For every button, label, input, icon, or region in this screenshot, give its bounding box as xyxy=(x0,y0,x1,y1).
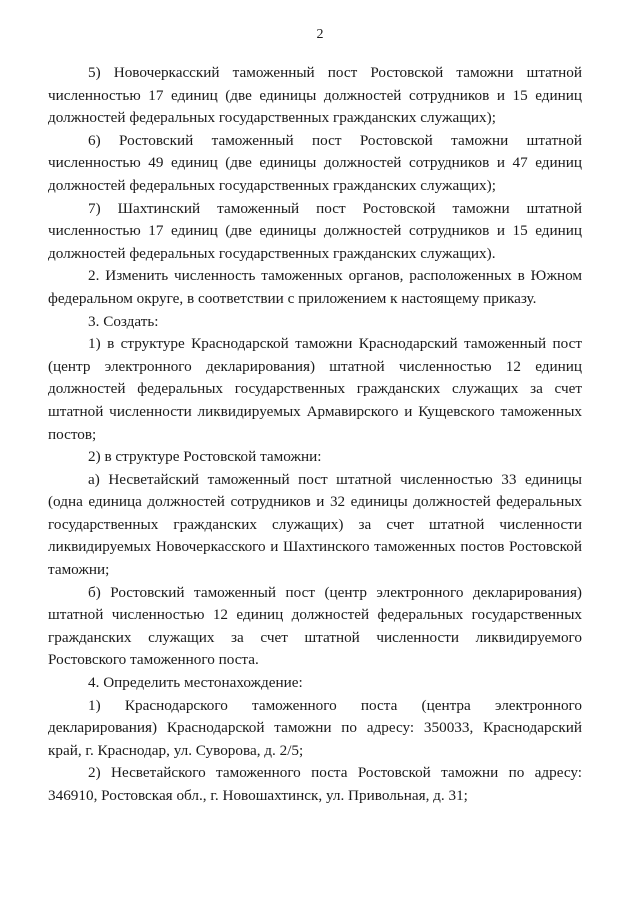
page-number: 2 xyxy=(316,27,324,42)
paragraph-section-4-item-2: 2) Несветайского таможенного поста Ростовской таможни по адресу: 346910, Ростовская обл., г. Новошахтинск, ул. Привольная, д. 31; xyxy=(48,764,582,804)
paragraph-item-7: 7) Шахтинский таможенный пост Ростовской таможни штатной численностью 17 единиц (две единицы должностей сотрудников и 15 единиц должностей федеральных государственных гражданских служащих). xyxy=(48,199,582,262)
document-body xyxy=(48,62,582,808)
paragraph-item-6: 6) Ростовский таможенный пост Ростовской таможни штатной численностью 49 единиц (две единицы должностей сотрудников и 47 единиц должностей федеральных государственных гражданских служащих); xyxy=(48,131,582,194)
paragraph-section-3-item-2: 2) в структуре Ростовской таможни: xyxy=(88,448,322,466)
paragraph-section-3-item-1: 1) в структуре Краснодарской таможни Краснодарский таможенный пост (центр электронного декларирования) штатной численностью 12 единиц должностей федеральных государственных гражданских служащих за счет штатной численности ликвидируемых Армавирского и Кущевского таможенных постов; xyxy=(48,335,582,443)
paragraph-item-5: 5) Новочеркасский таможенный пост Ростовской таможни штатной численностью 17 единиц (две единицы должностей сотрудников и 15 единиц должностей федеральных государственных гражданских служащих); xyxy=(48,64,582,127)
paragraph-section-4-item-1: 1) Краснодарского таможенного поста (центра электронного декларирования) Краснодарской таможни по адресу: 350033, Краснодарский край, г. Краснодар, ул. Суворова, д. 2/5; xyxy=(48,696,582,759)
paragraph-section-3-item-2b: б) Ростовский таможенный пост (центр электронного декларирования) штатной численностью 12 единиц должностей федеральных государственных гражданских служащих за счет штатной численности ликвидируемого Ростовского таможенного поста. xyxy=(48,583,582,669)
paragraph-section-3-item-2a: а) Несветайский таможенный пост штатной численностью 33 единицы (одна единица должностей сотрудников и 32 единицы должностей федеральных государственных гражданских служащих) за счет штатной численности ликвидируемых Новочеркасского и Шахтинского таможенных постов Ростовской таможни; xyxy=(48,470,582,579)
paragraph-section-2: 2. Изменить численность таможенных органов, расположенных в Южном федеральном округе, в соответствии с приложением к настоящему приказу. xyxy=(48,267,582,307)
paragraph-section-3: 3. Создать: xyxy=(88,312,159,330)
paragraph-section-4: 4. Определить местонахождение: xyxy=(88,674,303,692)
